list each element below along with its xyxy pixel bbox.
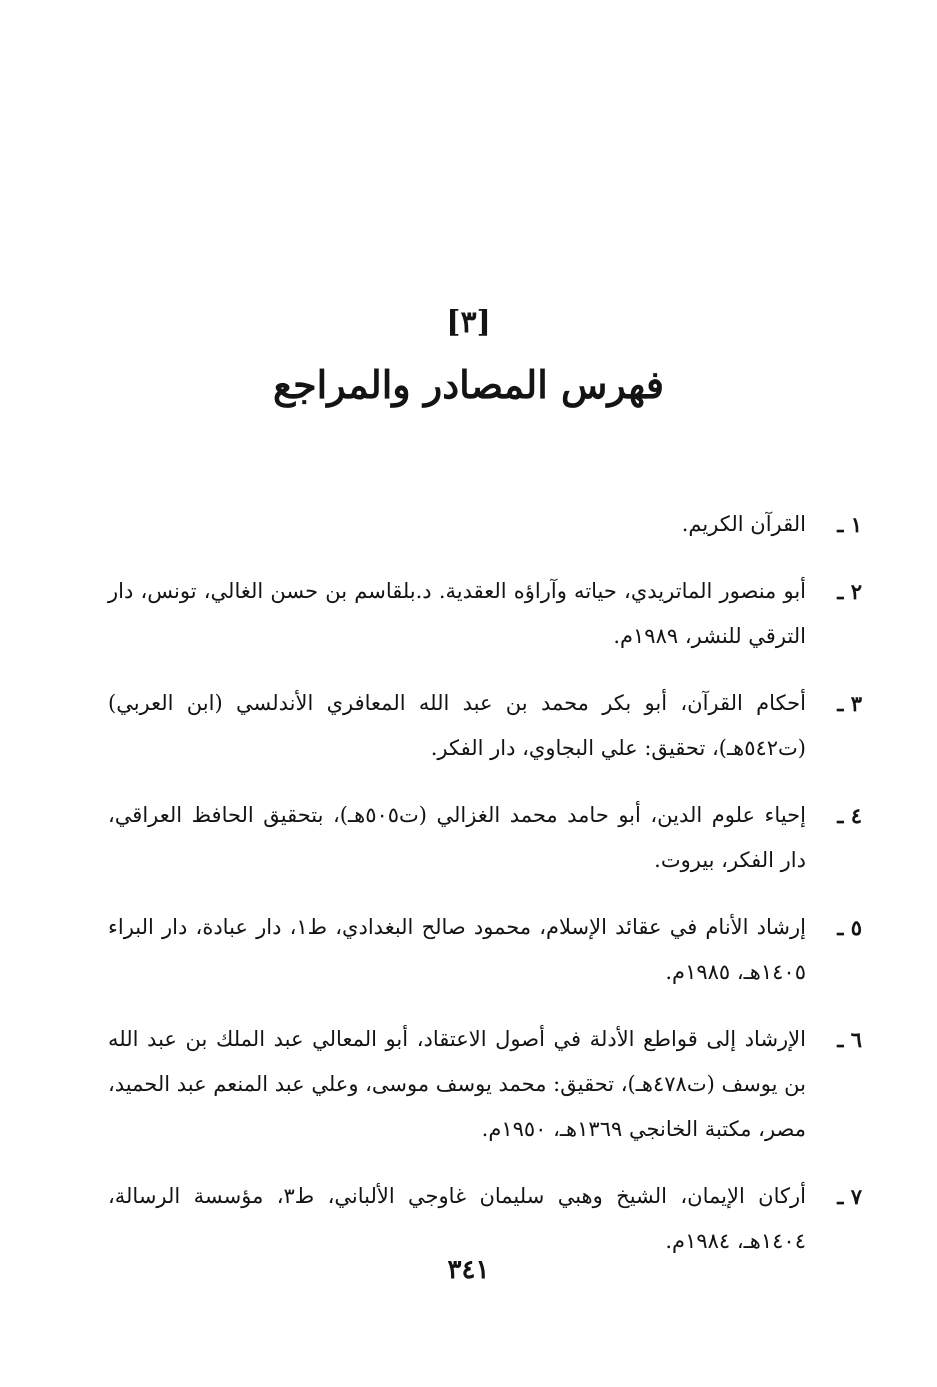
entry-text: إرشاد الأنام في عقائد الإسلام، محمود صالح البغدادي، ط١، دار عبادة، دار البراء ١٤٠٥هـ، ١٩٨٥م. <box>108 915 806 984</box>
reference-entry <box>108 1174 862 1264</box>
entry-number: ٦ ـ <box>837 1027 862 1052</box>
page-number: ٣٤١ <box>447 1255 490 1285</box>
page-title: فهرس المصادر والمراجع <box>272 362 665 407</box>
entry-text: الإرشاد إلى قواطع الأدلة في أصول الاعتقاد، أبو المعالي عبد الملك بن عبد الله بن يوسف (ت٤٧٨هـ)، تحقيق: محمد يوسف موسى، وعلي عبد المنعم عبد الحميد، مصر، مكتبة الخانجي ١٣٦٩هـ، ١٩٥٠م. <box>107 1027 806 1141</box>
entry-number: ٤ ـ <box>837 803 862 828</box>
reference-entry <box>108 793 862 883</box>
references-list <box>108 502 862 1286</box>
entry-text: أركان الإيمان، الشيخ وهبي سليمان غاوجي الألباني، ط٣، مؤسسة الرسالة، ١٤٠٤هـ، ١٩٨٤م. <box>108 1184 806 1253</box>
entry-text: أحكام القرآن، أبو بكر محمد بن عبد الله المعافري الأندلسي (ابن العربي) (ت٥٤٢هـ)، تحقيق: علي البجاوي، دار الفكر. <box>108 691 806 760</box>
entry-number: ٣ ـ <box>837 691 862 716</box>
entry-number: ٢ ـ <box>837 579 862 604</box>
reference-entry <box>108 1017 862 1152</box>
section-number: [٣] <box>446 305 491 340</box>
reference-entry <box>108 681 862 771</box>
entry-number: ١ ـ <box>837 512 862 537</box>
reference-entry <box>108 905 862 995</box>
reference-entry <box>108 569 862 659</box>
entry-number: ٥ ـ <box>837 915 862 940</box>
entry-text: إحياء علوم الدين، أبو حامد محمد الغزالي (ت٥٠٥هـ)، بتحقيق الحافظ العراقي، دار الفكر، بيروت. <box>108 803 806 872</box>
entry-number: ٧ ـ <box>837 1184 862 1209</box>
entry-text: أبو منصور الماتريدي، حياته وآراؤه العقدية. د.بلقاسم بن حسن الغالي، تونس، دار الترقي للنشر، ١٩٨٩م. <box>108 579 806 648</box>
reference-entry <box>108 502 862 547</box>
entry-text: القرآن الكريم. <box>681 512 806 536</box>
